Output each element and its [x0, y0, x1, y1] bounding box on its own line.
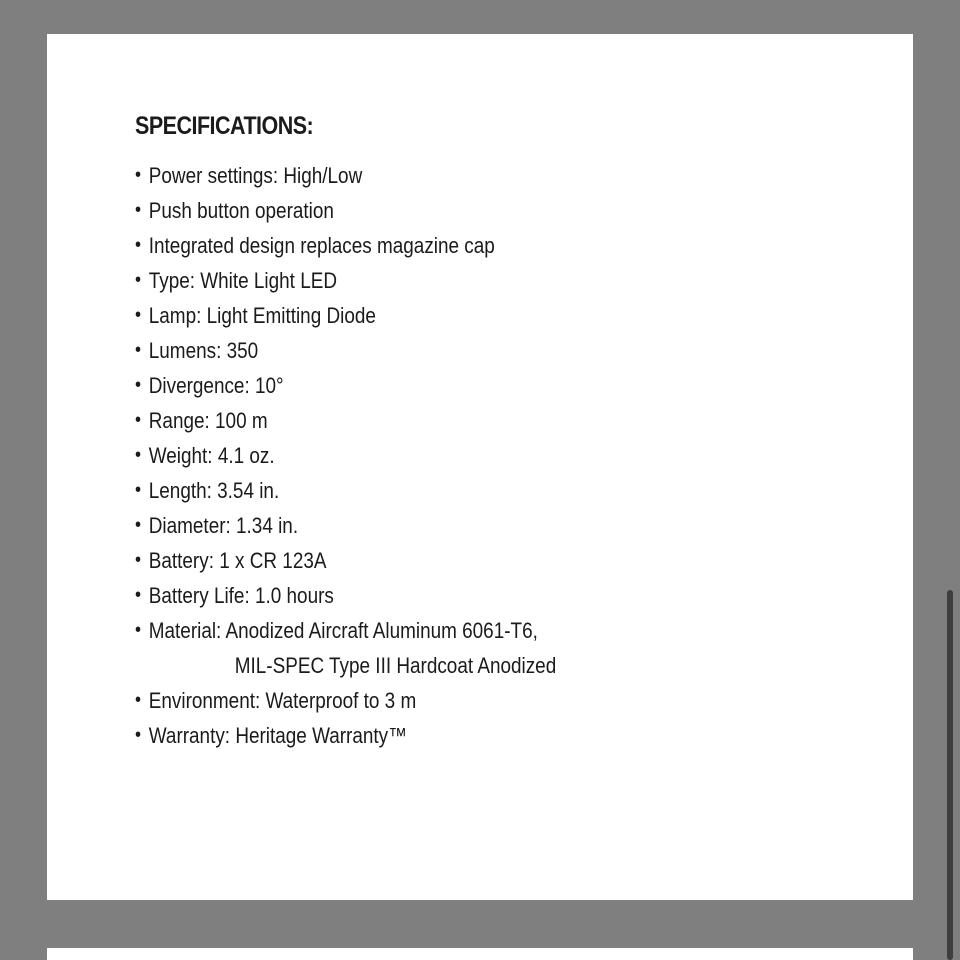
- spec-item-integrated-design: [135, 228, 770, 263]
- spec-item-weight: [135, 438, 770, 473]
- spec-text: Weight: 4.1 oz.: [148, 443, 275, 468]
- bullet-icon: •: [135, 199, 142, 221]
- spec-text: Diameter: 1.34 in.: [148, 513, 299, 538]
- bullet-icon: •: [135, 479, 142, 501]
- scrollbar[interactable]: [949, 0, 957, 960]
- bullet-icon: •: [135, 269, 142, 291]
- spec-text-group: [149, 613, 556, 683]
- spec-item-type: [135, 263, 770, 298]
- spec-item-power-settings: [135, 158, 770, 193]
- bullet-icon: •: [135, 444, 142, 466]
- spec-text: Lumens: 350: [148, 338, 259, 363]
- spec-text: Environment: Waterproof to 3 m: [148, 688, 417, 713]
- spec-text: Lamp: Light Emitting Diode: [148, 303, 376, 328]
- spec-text: Battery: 1 x CR 123A: [148, 548, 327, 573]
- document-page: [47, 34, 913, 900]
- bullet-icon: •: [135, 234, 142, 256]
- spec-text: Range: 100 m: [148, 408, 268, 433]
- bullet-icon: •: [135, 724, 142, 746]
- specifications-list: [135, 158, 873, 753]
- spec-item-length: [135, 473, 770, 508]
- spec-item-diameter: [135, 508, 770, 543]
- next-document-page: [47, 948, 913, 960]
- bullet-icon: •: [135, 689, 142, 711]
- spec-text-continuation: MIL-SPEC Type III Hardcoat Anodized: [234, 653, 557, 678]
- spec-text: Divergence: 10°: [148, 373, 284, 398]
- spec-text: Power settings: High/Low: [148, 163, 363, 188]
- spec-text: Battery Life: 1.0 hours: [148, 583, 334, 608]
- spec-item-divergence: [135, 368, 770, 403]
- bullet-icon: •: [135, 584, 142, 606]
- spec-item-battery: [135, 543, 770, 578]
- bullet-icon: •: [135, 339, 142, 361]
- specifications-heading: SPECIFICATIONS:: [135, 112, 314, 140]
- spec-text: Integrated design replaces magazine cap: [148, 233, 495, 258]
- spec-text: Material: Anodized Aircraft Aluminum 6061-T6,: [148, 618, 538, 643]
- bullet-icon: •: [135, 514, 142, 536]
- spec-item-range: [135, 403, 770, 438]
- spec-item-environment: [135, 683, 770, 718]
- spec-item-battery-life: [135, 578, 770, 613]
- bullet-icon: •: [135, 304, 142, 326]
- bullet-icon: •: [135, 409, 142, 431]
- page-content: [135, 112, 873, 753]
- bullet-icon: •: [135, 164, 142, 186]
- bullet-icon: •: [135, 374, 142, 396]
- spec-item-warranty: [135, 718, 770, 753]
- bullet-icon: •: [135, 619, 142, 641]
- spec-item-push-button: [135, 193, 770, 228]
- spec-item-material: [135, 613, 770, 683]
- bullet-icon: •: [135, 549, 142, 571]
- spec-text: Push button operation: [148, 198, 334, 223]
- scrollbar-thumb[interactable]: [947, 590, 953, 960]
- spec-text: Length: 3.54 in.: [148, 478, 280, 503]
- spec-text: Warranty: Heritage Warranty™: [148, 723, 408, 748]
- spec-text: Type: White Light LED: [148, 268, 338, 293]
- spec-item-lumens: [135, 333, 770, 368]
- spec-item-lamp: [135, 298, 770, 333]
